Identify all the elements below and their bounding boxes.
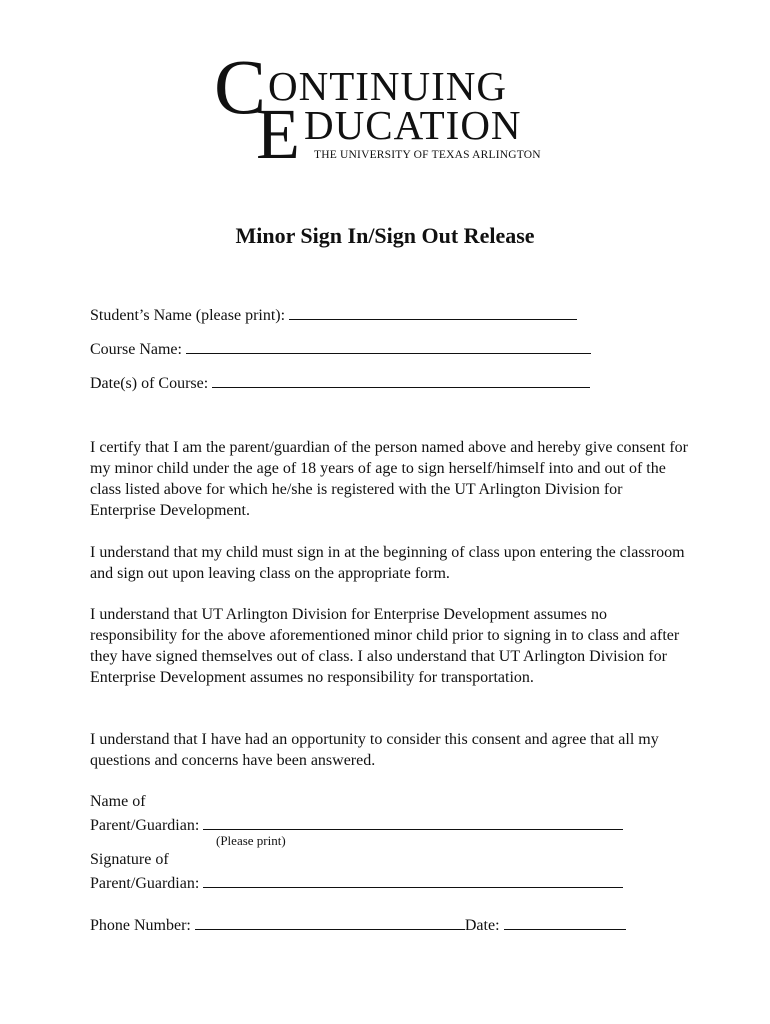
logo-word-education: DUCATION: [304, 102, 522, 148]
parent-name-label: Parent/Guardian:: [90, 817, 200, 834]
signature-row: [90, 871, 623, 894]
logo-word-continuing: ONTINUING: [268, 63, 508, 109]
student-name-label: Student’s Name (please print):: [90, 307, 286, 324]
course-name-field[interactable]: [186, 337, 591, 354]
please-print-note: (Please print): [216, 833, 286, 848]
page-title: Minor Sign In/Sign Out Release: [235, 223, 535, 248]
parent-name-row: [90, 813, 623, 836]
course-dates-label: Date(s) of Course:: [90, 375, 209, 392]
sign-in-out-paragraph: I understand that my child must sign in at the beginning of class upon entering the classroom and sign out upon leaving class on the appropriate form.: [90, 544, 685, 582]
signature-label: Parent/Guardian:: [90, 875, 200, 892]
responsibility-paragraph: I understand that UT Arlington Division for Enterprise Development assumes no responsibility for the above aforementioned minor child prior to signing in to class and after they have signed themselves out of class. I also understand that UT Arlington Division for Enterprise Development assumes no responsibility for transportation.: [90, 606, 680, 686]
phone-label: Phone Number:: [90, 917, 191, 934]
consent-paragraph: I certify that I am the parent/guardian of the person named above and hereby give consent for my minor child under the age of 18 years of age to sign herself/himself into and out of the class listed above for which he/she is registered with the UT Arlington Division for Enterprise Development.: [90, 439, 688, 519]
logo-subtitle: THE UNIVERSITY OF TEXAS ARLINGTON: [314, 149, 541, 161]
parent-name-label-line1: Name of: [90, 793, 146, 810]
phone-field[interactable]: [195, 913, 465, 930]
course-name-label: Course Name:: [90, 341, 182, 358]
student-name-row: [90, 303, 577, 326]
logo-initial-c: C: [214, 43, 267, 130]
date-label: Date:: [464, 917, 500, 934]
acknowledgement-paragraph: I understand that I have had an opportunity to consider this consent and agree that all my questions and concerns have been answered.: [90, 731, 659, 769]
signature-field[interactable]: [203, 871, 623, 888]
date-field[interactable]: [504, 913, 626, 930]
logo-initial-e: E: [256, 94, 300, 174]
course-name-row: [90, 337, 591, 360]
student-name-field[interactable]: [289, 303, 577, 320]
parent-name-field[interactable]: [203, 813, 623, 830]
course-dates-row: [90, 371, 590, 394]
signature-label-line1: Signature of: [90, 851, 169, 868]
course-dates-field[interactable]: [212, 371, 590, 388]
continuing-education-logo: [210, 43, 550, 174]
phone-date-row: [90, 913, 626, 936]
